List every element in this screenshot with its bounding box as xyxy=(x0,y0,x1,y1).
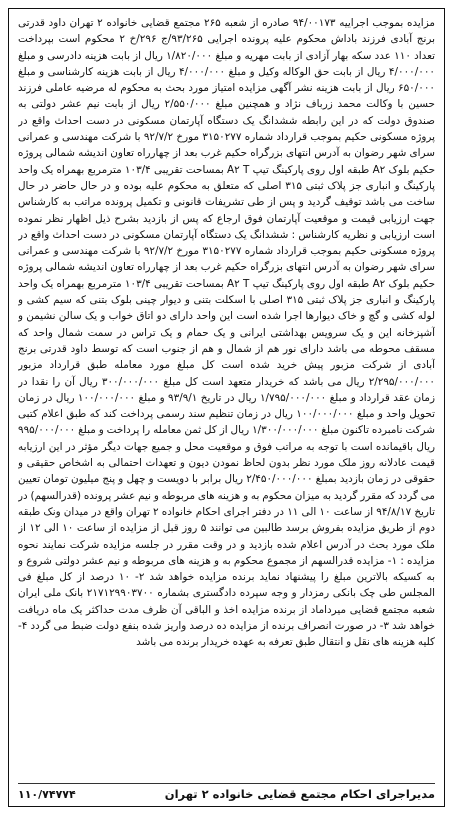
signature-line: مدیراجرای احکام مجتمع قضایی خانواده ۲ تهران xyxy=(164,787,435,801)
notice-body: مزایده بموجب اجراییه ۹۴/۰۰۱۷۳ صادره از شعبه ۲۶۵ مجتمع قضایی خانواده ۲ تهران داود قدرتی برنج آبادی فرزند باداش محکوم علیه پرونده اجرایی ۹۳/۲۶۵/ج ۲۹۶/خ ۲ محکوم است بپرداخت تعداد ۱۱۰ عدد سکه بهار آزادی از بابت مهریه و مبلغ ۱/۸۲۰/۰۰۰ ریال از بابت هزینه دادرسی و مبلغ ۴/۰۰۰/۰۰۰ ریال از بابت حق الوکاله وکیل و مبلغ ۴/۰۰۰/۰۰۰ ریال از بابت هزینه کارشناسی و مبلغ ۶۵۰/۰۰۰ ریال از بابت هزینه نشر آگهی مزایده امتیاز مورد بحث به محکوم له مرضیه عاملی فرزند حسین با وکالت محمد زرباف نژاد و همچنین مبلغ ۲/۵۵۰/۰۰۰ ریال از بابت نیم عشر دولتی به صندوق دولت که در این رابطه ششدانگ یک دستگاه آپارتمان مسکونی در دست احداث واقع در پروژه مسکونی حکیم بموجب قرارداد شماره ۳۱۵۰۲۷۷ مورخ ۹۲/۷/۲ با شرکت مهندسی و عمرانی سرای شهر رضوان به آدرس انتهای بزرگراه حکیم غرب بعد از چهارراه تعاون اندیشه شمالی پروژه حکیم بلوک A۲ طبقه اول روی پارکینگ تیپ A۲ T بمساحت تقریبی ۱۰۳/۴ مترمربع بهمراه یک واحد پارکینگ و انباری جز پلاک ثبتی ۳۱۵ اصلی که متعلق به محکوم علیه بوده و در حال حاضر در حال ساخت می باشد توقیف گردید و پس از طی تشریفات قانونی و تکمیل پرونده مراتب به کارشناس جهت ارزیابی قیمت و موقعیت آپارتمان فوق ارجاع که پس از بازدید بشرح ذیل اظهار نظر نموده است ارزیابی و نظریه کارشناس : ششدانگ یک دستگاه آپارتمان مسکونی در دست احداث واقع در پروژه مسکونی حکیم بموجب قرارداد شماره ۳۱۵۰۲۷۷ مورخ ۹۲/۷/۲ با شرکت مهندسی و عمرانی سرای شهر رضوان به آدرس انتهای بزرگراه حکیم غرب بعد از چهارراه تعاون اندیشه شمالی پروژه حکیم بلوک A۲ طبقه اول روی پارکینگ تیپ A۲ T بمساحت تقریبی ۱۰۳/۴ مترمربع بهمراه یک واحد پارکینگ و انباری جز پلاک ثبتی ۳۱۵ اصلی با اسکلت بتنی و دیوار چینی بلوک بتنی که سیم کشی و لوله کشی و گچ و خاک دیوارها اجرا شده است این واحد دارای دو اتاق خواب و یک سالن نشیمن و آشپزخانه این و یک سرویس بهداشتی ایرانی و یک حمام و یک تراس در سمت شمال واحد که مسقف محوطه می باشد دارای نور هم از شمال و هم از جنوب است که توسط داود قدرتی برنج آبادی از شرکت مزبور پیش خرید شده است کل مبلغ مورد معامله طبق قرارداد مزبور ۲/۲۹۵/۰۰۰/۰۰۰ ریال می باشد که خریدار متعهد است کل مبلغ ۳۰۰/۰۰۰/۰۰۰ ریال آن را نقدا در زمان عقد قرارداد و مبلغ ۱/۷۹۵/۰۰۰/۰۰۰ ریال در تاریخ ۹۳/۹/۱ و مبلغ ۱۰۰/۰۰۰/۰۰۰ ریال در زمان تحویل واحد و مبلغ ۱۰۰/۰۰۰/۰۰۰ ریال در زمان تنظیم سند رسمی پرداخت کند که طبق اعلام کتبی شرکت نامبرده تاکنون مبلغ ۱/۳۰۰/۰۰۰/۰۰۰ ریال از کل ثمن معامله را پرداخت و مبلغ ۹۹۵/۰۰۰/۰۰۰ ریال باقیمانده است با توجه به مراتب فوق و موقعیت محل و جمیع جهات دیگر مؤثر در این ارزیابه قیمت عادلانه روز ملک مورد نظر بدون لحاظ نمودن دیون و تعهدات احتمالی به اشخاص حقیقی و حقوقی در زمان بازدید بمبلغ ۲/۴۵۰/۰۰۰/۰۰۰ ریال برابر با دویست و چهل و پنج میلیون تومان تعیین می گردد که مقرر گردید به میزان محکوم به و هزینه های مربوطه و نیم عشر پرونده (قدرالسهم) در تاریخ ۹۴/۸/۱۷ از ساعت ۱۰ الی ۱۱ در دفتر اجرای احکام خانواده ۲ تهران واقع در میدان ونک طبقه دوم از طریق مزایده بفروش برسد طالبین می توانند ۵ روز قبل از مزایده از ساعت ۱۰ الی ۱۲ از ملک مورد بحث در آدرس اعلام شده بازدید و در وقت مقرر در جلسه مزایده شرکت نمایند نحوه مزایده : ۱- مزایده قدرالسهم از مجموع محکوم به و هزینه های مربوطه و نیم عشر دولتی شروع و به کسیکه بالاترین مبلغ را پیشنهاد نماید برنده مزایده خواهد شد ۲- ۱۰ درصد از کل مبلغ فی المجلس طی چک بانکی رمزدار و وجه سپرده دادگستری بشماره ۲۱۷۱۲۹۹۰۳۷۰۰ بانک ملی ایران شعبه مجتمع قضایی میرداماد از برنده مزایده اخذ و الباقی آن ظرف مدت حداکثر یک ماه دریافت خواهد شد ۳- در صورت انصراف برنده از مزایده ده درصد واریز شده بنفع دولت ضبط می گردد ۴- کلیه هزینه های نقل و انتقال طبق تعرفه به عهده خریدار برنده می باشد xyxy=(18,17,435,649)
auction-notice xyxy=(8,8,445,807)
notice-code: ۱۱۰/۷۴۷۷۴ xyxy=(18,787,76,801)
notice-footer xyxy=(18,783,435,801)
